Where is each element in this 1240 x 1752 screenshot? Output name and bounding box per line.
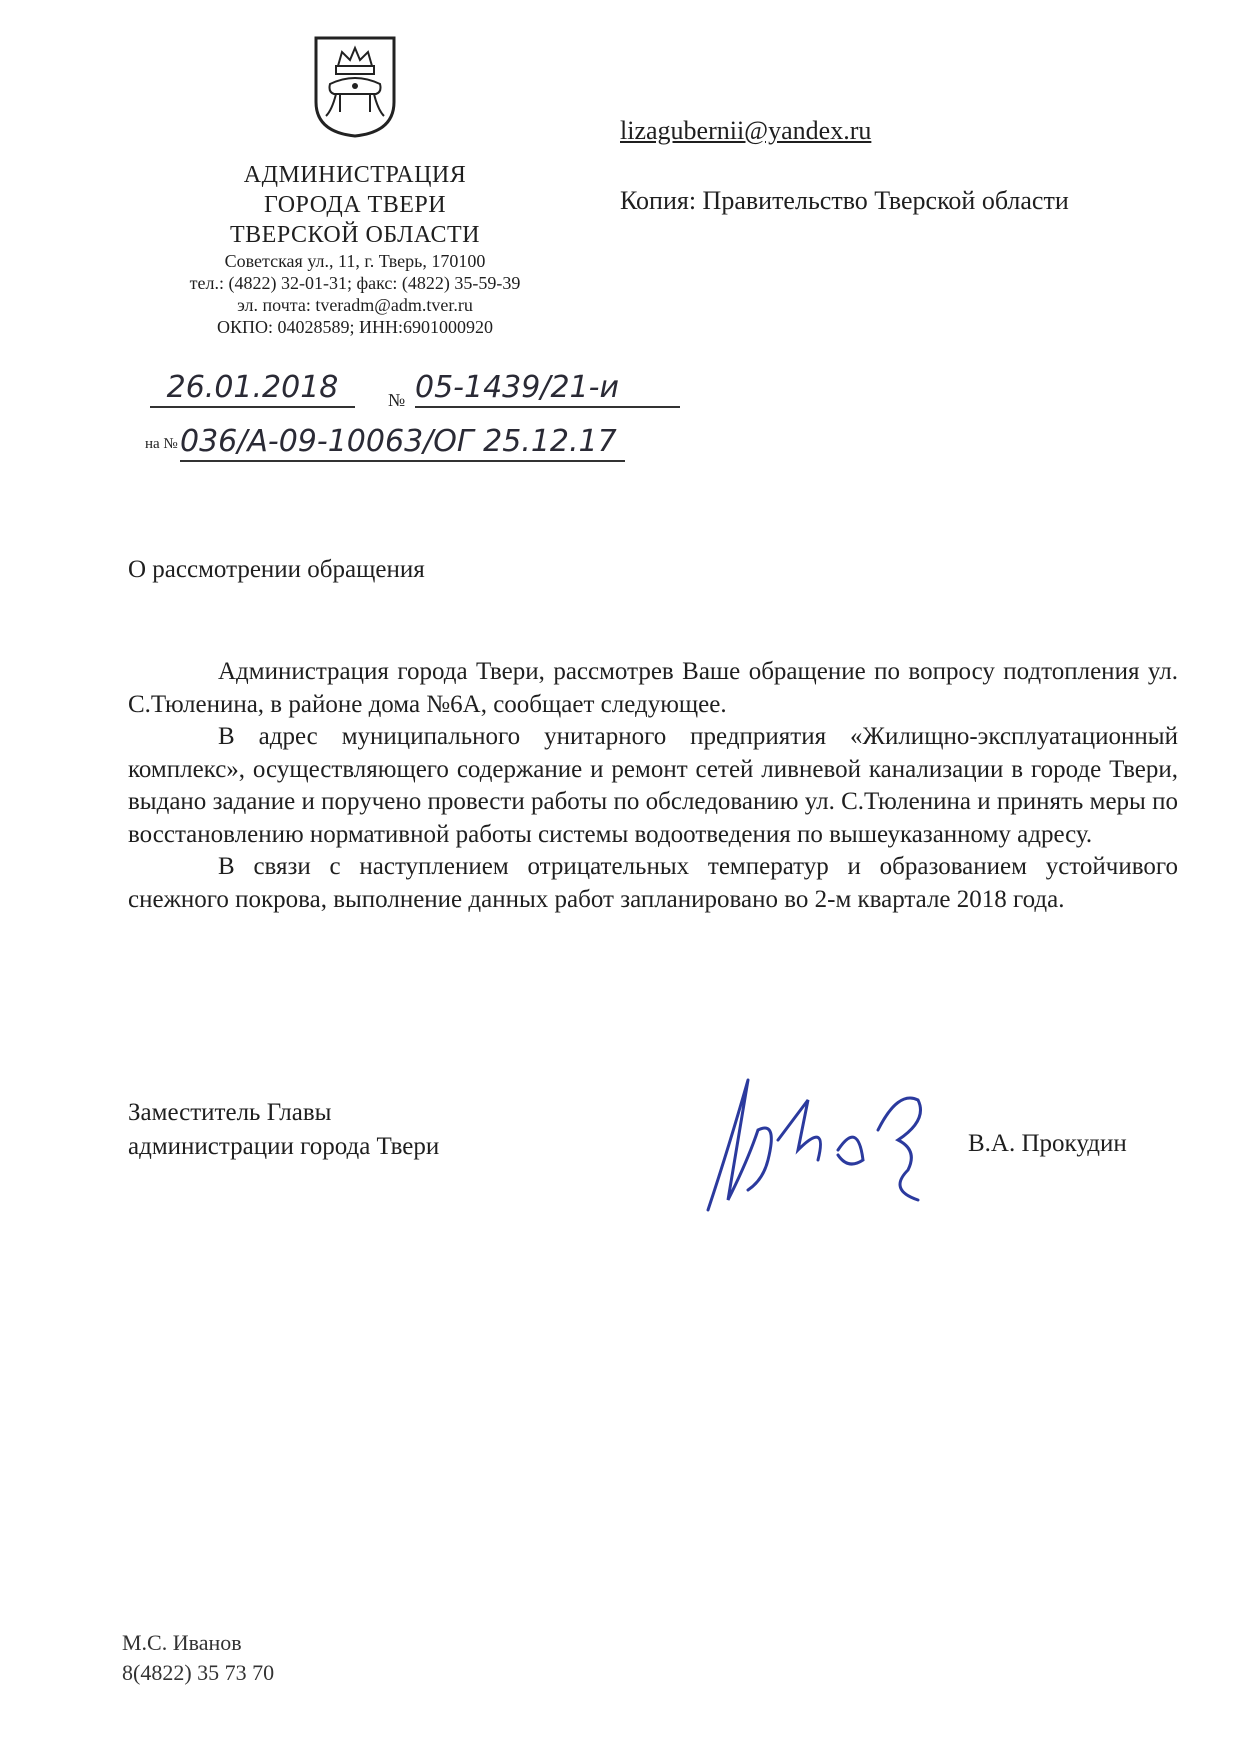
coat-of-arms-icon [310, 32, 400, 140]
registration-number-label: № [388, 390, 406, 410]
signatory-position [128, 1096, 439, 1164]
body-paragraph: Администрация города Твери, рассмотрев Ваше обращение по вопросу подтопления ул. С.Тюленина, в районе дома №6А, сообщает следующее. [128, 658, 1178, 718]
registration-date: 26.01.2018 [150, 370, 355, 408]
registration-number: 05-1439/21-и [415, 370, 680, 408]
recipient-email[interactable]: lizagubernii@yandex.ru [620, 116, 872, 145]
body-paragraph: В адрес муниципального унитарного предприятия «Жилищно-эксплуатационный комплекс», осуществляющего содержание и ремонт сетей ливневой канализации в городе Твери, выдано задание и поручено провести работы по обследованию ул. С.Тюленина и принять меры по восстановлению нормативной работы системы водоотведения по вышеуказанному адресу. [128, 723, 1178, 848]
position-line: Заместитель Главы [128, 1099, 332, 1126]
executor-info [122, 1628, 274, 1688]
reference-label: на № [145, 436, 178, 452]
org-line: АДМИНИСТРАЦИЯ [243, 162, 467, 188]
executor-phone: 8(4822) 35 73 70 [122, 1660, 275, 1685]
handwritten-signature [688, 1060, 968, 1230]
phone-fax-line: тел.: (4822) 32-01-31; факс: (4822) 35-59-39 [189, 273, 521, 293]
recipient-copy: Копия: Правительство Тверской области [620, 186, 1069, 215]
executor-name: М.С. Иванов [122, 1630, 242, 1655]
signatory-name: В.А. Прокудин [968, 1130, 1127, 1157]
body-paragraph: В связи с наступлением отрицательных температур и образованием устойчивого снежного покрова, выполнение данных работ запланировано во 2-м квартале 2018 года. [128, 853, 1178, 913]
org-line: ТВЕРСКОЙ ОБЛАСТИ [230, 222, 480, 248]
organization-contacts [130, 250, 580, 338]
okpo-inn-line: ОКПО: 04028589; ИНН:6901000920 [216, 317, 493, 337]
address-line: Советская ул., 11, г. Тверь, 170100 [224, 251, 486, 271]
org-line: ГОРОДА ТВЕРИ [263, 192, 447, 218]
position-line: администрации города Твери [128, 1133, 440, 1160]
reference-number: 036/А-09-10063/ОГ 25.12.17 [180, 424, 625, 462]
letter-body [128, 656, 1178, 916]
letter-subject: О рассмотрении обращения [128, 556, 425, 583]
organization-name [130, 160, 580, 250]
email-line: эл. почта: tveradm@adm.tver.ru [237, 295, 473, 315]
